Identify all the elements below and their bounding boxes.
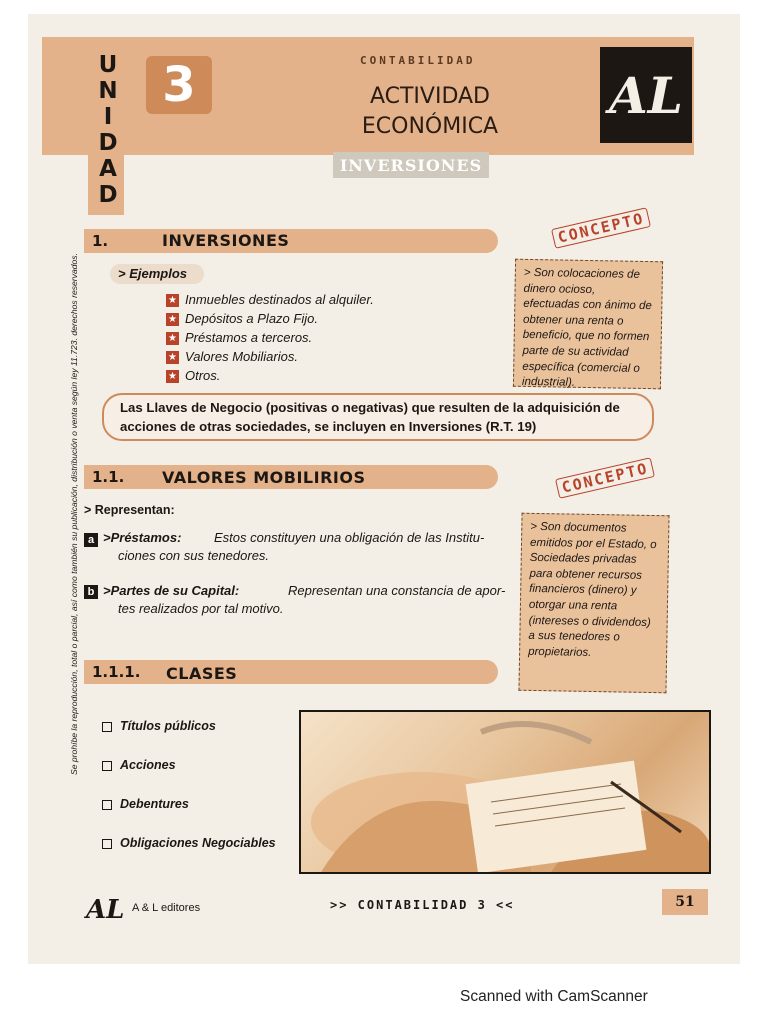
publisher-name: A & L editores	[132, 902, 201, 914]
section-title: VALORES MOBILIRIOS	[162, 468, 366, 487]
item-text: Representan una constancia de apor-	[288, 583, 506, 598]
unidad-letter: A	[99, 156, 117, 182]
list-item: ★ Inmuebles destinados al alquiler.	[166, 291, 374, 309]
unidad-letter: U	[98, 52, 118, 78]
section-number: 1.1.1.	[92, 663, 141, 681]
item-text: tes realizados por tal motivo.	[118, 601, 284, 616]
concept-stamp: CONCEPTO	[551, 207, 651, 249]
topic-ribbon: INVERSIONES	[333, 152, 489, 178]
copyright-notice: Se prohíbe la reproducción, total o parcial, así como también su publicación, distribución o venta según ley 11.723. derechos reservados.	[69, 253, 79, 775]
llaves-note: Las Llaves de Negocio (positivas o negativas) que resulten de la adquisición de acciones de otras sociedades, se incluyen en Inversiones (R.T. 19)	[102, 393, 654, 441]
list-item: ★ Préstamos a terceros.	[166, 329, 312, 347]
unidad-letter: N	[98, 78, 118, 104]
item-label: >Partes de su Capital:	[103, 583, 240, 598]
section-title: INVERSIONES	[162, 231, 290, 250]
section-bar	[84, 229, 498, 253]
item-marker: a	[84, 533, 98, 547]
examples-label: > Ejemplos	[110, 264, 204, 284]
list-item: Debentures	[102, 797, 189, 811]
list-item: Títulos públicos	[102, 719, 216, 733]
scanner-watermark: Scanned with CamScanner	[460, 988, 648, 1005]
checkbox-icon	[102, 761, 112, 771]
item-text: ciones con sus tenedores.	[118, 548, 270, 563]
footer-logo: AL	[86, 895, 125, 925]
page-number: 51	[662, 889, 708, 915]
item-label: >Préstamos:	[103, 530, 182, 545]
publisher-logo: AL	[609, 65, 683, 125]
star-icon: ★	[166, 332, 179, 345]
concept-box: > Son colocaciones de dinero ocioso, efectuadas con ánimo de obtener una renta o beneficio, que no formen parte de su actividad específica (comercial o industrial).	[513, 259, 663, 390]
checkbox-icon	[102, 839, 112, 849]
section-number: 1.	[92, 232, 109, 250]
unit-number: 3	[146, 56, 212, 114]
item-text: Estos constituyen una obligación de las Institu-	[214, 530, 485, 545]
star-icon: ★	[166, 370, 179, 383]
representan-label: > Representan:	[84, 503, 175, 517]
signing-photo	[299, 710, 711, 874]
footer-running-title: >> CONTABILIDAD 3 <<	[330, 898, 515, 912]
list-item: Obligaciones Negociables	[102, 836, 276, 850]
checkbox-icon	[102, 800, 112, 810]
unidad-letter: D	[98, 182, 118, 208]
star-icon: ★	[166, 313, 179, 326]
list-item: ★ Depósitos a Plazo Fijo.	[166, 310, 318, 328]
section-number: 1.1.	[92, 468, 125, 486]
document-signing-illustration	[301, 712, 709, 872]
section-title: CLASES	[166, 664, 238, 683]
list-item: ★ Otros.	[166, 367, 220, 385]
unidad-letter: D	[98, 130, 118, 156]
subject-kicker: CONTABILIDAD	[360, 54, 476, 67]
item-marker: b	[84, 585, 98, 599]
list-item: Acciones	[102, 758, 176, 772]
section-bar	[84, 660, 498, 684]
concept-stamp: CONCEPTO	[555, 457, 655, 499]
page-title-line-2: ECONÓMICA	[361, 114, 499, 139]
page-title-line-1: ACTIVIDAD	[369, 84, 491, 109]
star-icon: ★	[166, 294, 179, 307]
checkbox-icon	[102, 722, 112, 732]
concept-box: > Son documentos emitidos por el Estado, o Sociedades privadas para obtener recursos financieros (dinero) y otorgar una renta (intereses o dividendos) a sus tenedores o propietarios.	[518, 513, 669, 694]
unidad-letter: I	[103, 104, 113, 130]
star-icon: ★	[166, 351, 179, 364]
list-item: ★ Valores Mobiliarios.	[166, 348, 298, 366]
